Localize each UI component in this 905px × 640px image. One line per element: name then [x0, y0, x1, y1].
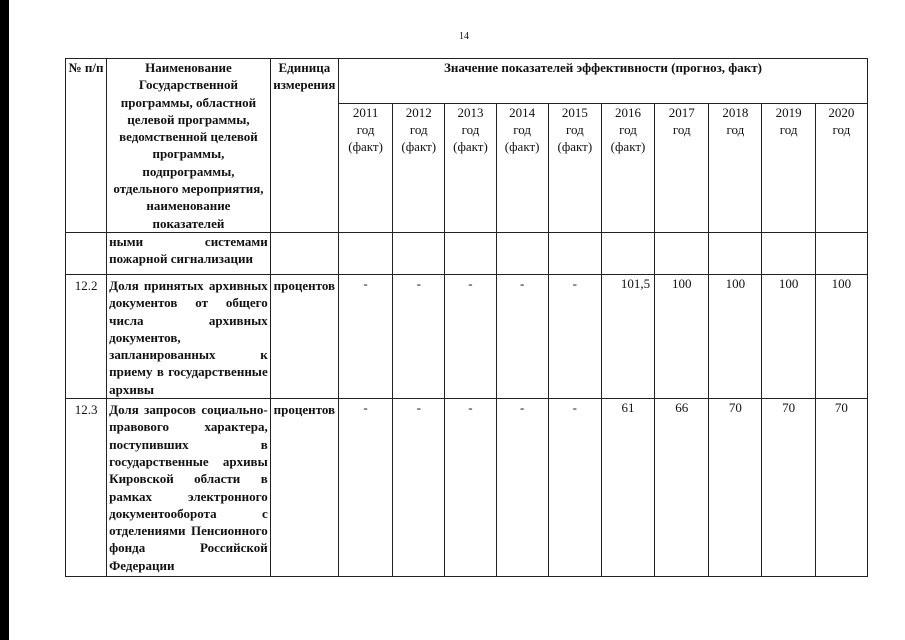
- value-cell: [601, 232, 654, 274]
- year-number: 2011: [352, 104, 379, 120]
- row-unit: процентов: [270, 274, 338, 398]
- value-cell: -: [393, 399, 445, 577]
- year-cell: [496, 103, 548, 232]
- row-num: [66, 232, 107, 274]
- year-cell: [655, 103, 709, 232]
- value-cell: [709, 232, 762, 274]
- year-note: (факт): [348, 139, 383, 155]
- table-row: [66, 399, 868, 577]
- year-cell: [762, 103, 815, 232]
- value-cell: [762, 232, 815, 274]
- header-num: № п/п: [66, 59, 107, 233]
- year-number: 2017: [668, 104, 695, 120]
- year-cell: [601, 103, 654, 232]
- table-row: [66, 232, 868, 274]
- scan-edge-bar: [0, 0, 9, 640]
- indicators-table: [65, 58, 868, 577]
- header-unit: Единица измерения: [270, 59, 338, 233]
- value-cell: [445, 232, 496, 274]
- row-name: Доля запросов социально-правового характера, поступивших в государственные архивы Кировской области в рамках электронного документооборота с отделениями Пенсионного фонда Российской Федерации: [107, 399, 271, 577]
- year-word: год: [779, 122, 798, 137]
- year-number: 2019: [775, 104, 802, 120]
- year-number: 2012: [405, 104, 432, 120]
- year-number: 2015: [561, 104, 588, 120]
- year-word: год: [409, 122, 428, 137]
- row-name: ными системами пожарной сигнализации: [107, 232, 271, 274]
- page-number: 14: [459, 31, 469, 42]
- year-word: год: [461, 122, 480, 137]
- year-word: год: [726, 122, 745, 137]
- row-unit: [270, 232, 338, 274]
- value-cell: 70: [762, 399, 815, 577]
- row-num: 12.2: [66, 274, 107, 398]
- year-cell: [709, 103, 762, 232]
- value-cell: -: [445, 399, 496, 577]
- value-cell: [338, 232, 392, 274]
- year-cell: [445, 103, 496, 232]
- header-values-title: Значение показателей эффективности (прогноз, факт): [338, 59, 867, 104]
- year-number: 2018: [722, 104, 749, 120]
- value-cell: 70: [709, 399, 762, 577]
- year-note: (факт): [504, 139, 540, 155]
- value-cell: 100: [762, 274, 815, 398]
- year-number: 2016: [615, 104, 642, 120]
- header-name: Наименование Государственной программы, областной целевой программы, ведомственной целевой программы, подпрограммы, отдельного мероприятия, наименование показателей: [107, 59, 271, 233]
- value-cell: -: [496, 274, 548, 398]
- value-cell: -: [338, 399, 392, 577]
- value-cell: 100: [815, 274, 867, 398]
- value-cell: -: [338, 274, 392, 398]
- year-word: год: [672, 122, 691, 137]
- value-cell: [393, 232, 445, 274]
- year-number: 2013: [457, 104, 484, 120]
- year-note: (факт): [557, 139, 593, 155]
- year-word: год: [513, 122, 532, 137]
- value-cell: -: [445, 274, 496, 398]
- year-number: 2014: [509, 104, 536, 120]
- value-cell: -: [548, 399, 601, 577]
- year-cell: [393, 103, 445, 232]
- year-note: (факт): [401, 139, 437, 155]
- table-row: [66, 274, 868, 398]
- value-cell: -: [393, 274, 445, 398]
- year-word: год: [619, 122, 637, 137]
- value-cell: 70: [815, 399, 867, 577]
- value-cell: 61: [601, 399, 654, 577]
- value-cell: 100: [709, 274, 762, 398]
- value-cell: [548, 232, 601, 274]
- value-cell: 101,5: [601, 274, 654, 398]
- value-cell: 100: [655, 274, 709, 398]
- value-cell: [496, 232, 548, 274]
- year-note: (факт): [453, 139, 488, 155]
- year-word: год: [832, 122, 851, 137]
- value-cell: -: [496, 399, 548, 577]
- year-note: (факт): [610, 139, 646, 155]
- year-word: год: [565, 122, 584, 137]
- year-number: 2020: [828, 104, 855, 120]
- row-name: Доля принятых архивных документов от общего числа архивных документов, запланированных к приему в государственные архивы: [107, 274, 271, 398]
- year-cell: [815, 103, 867, 232]
- year-cell: [548, 103, 601, 232]
- value-cell: 66: [655, 399, 709, 577]
- year-word: год: [356, 122, 375, 137]
- row-num: 12.3: [66, 399, 107, 577]
- row-unit: процентов: [270, 399, 338, 577]
- header-row-1: [66, 59, 868, 104]
- year-cell: [338, 103, 392, 232]
- value-cell: -: [548, 274, 601, 398]
- value-cell: [815, 232, 867, 274]
- value-cell: [655, 232, 709, 274]
